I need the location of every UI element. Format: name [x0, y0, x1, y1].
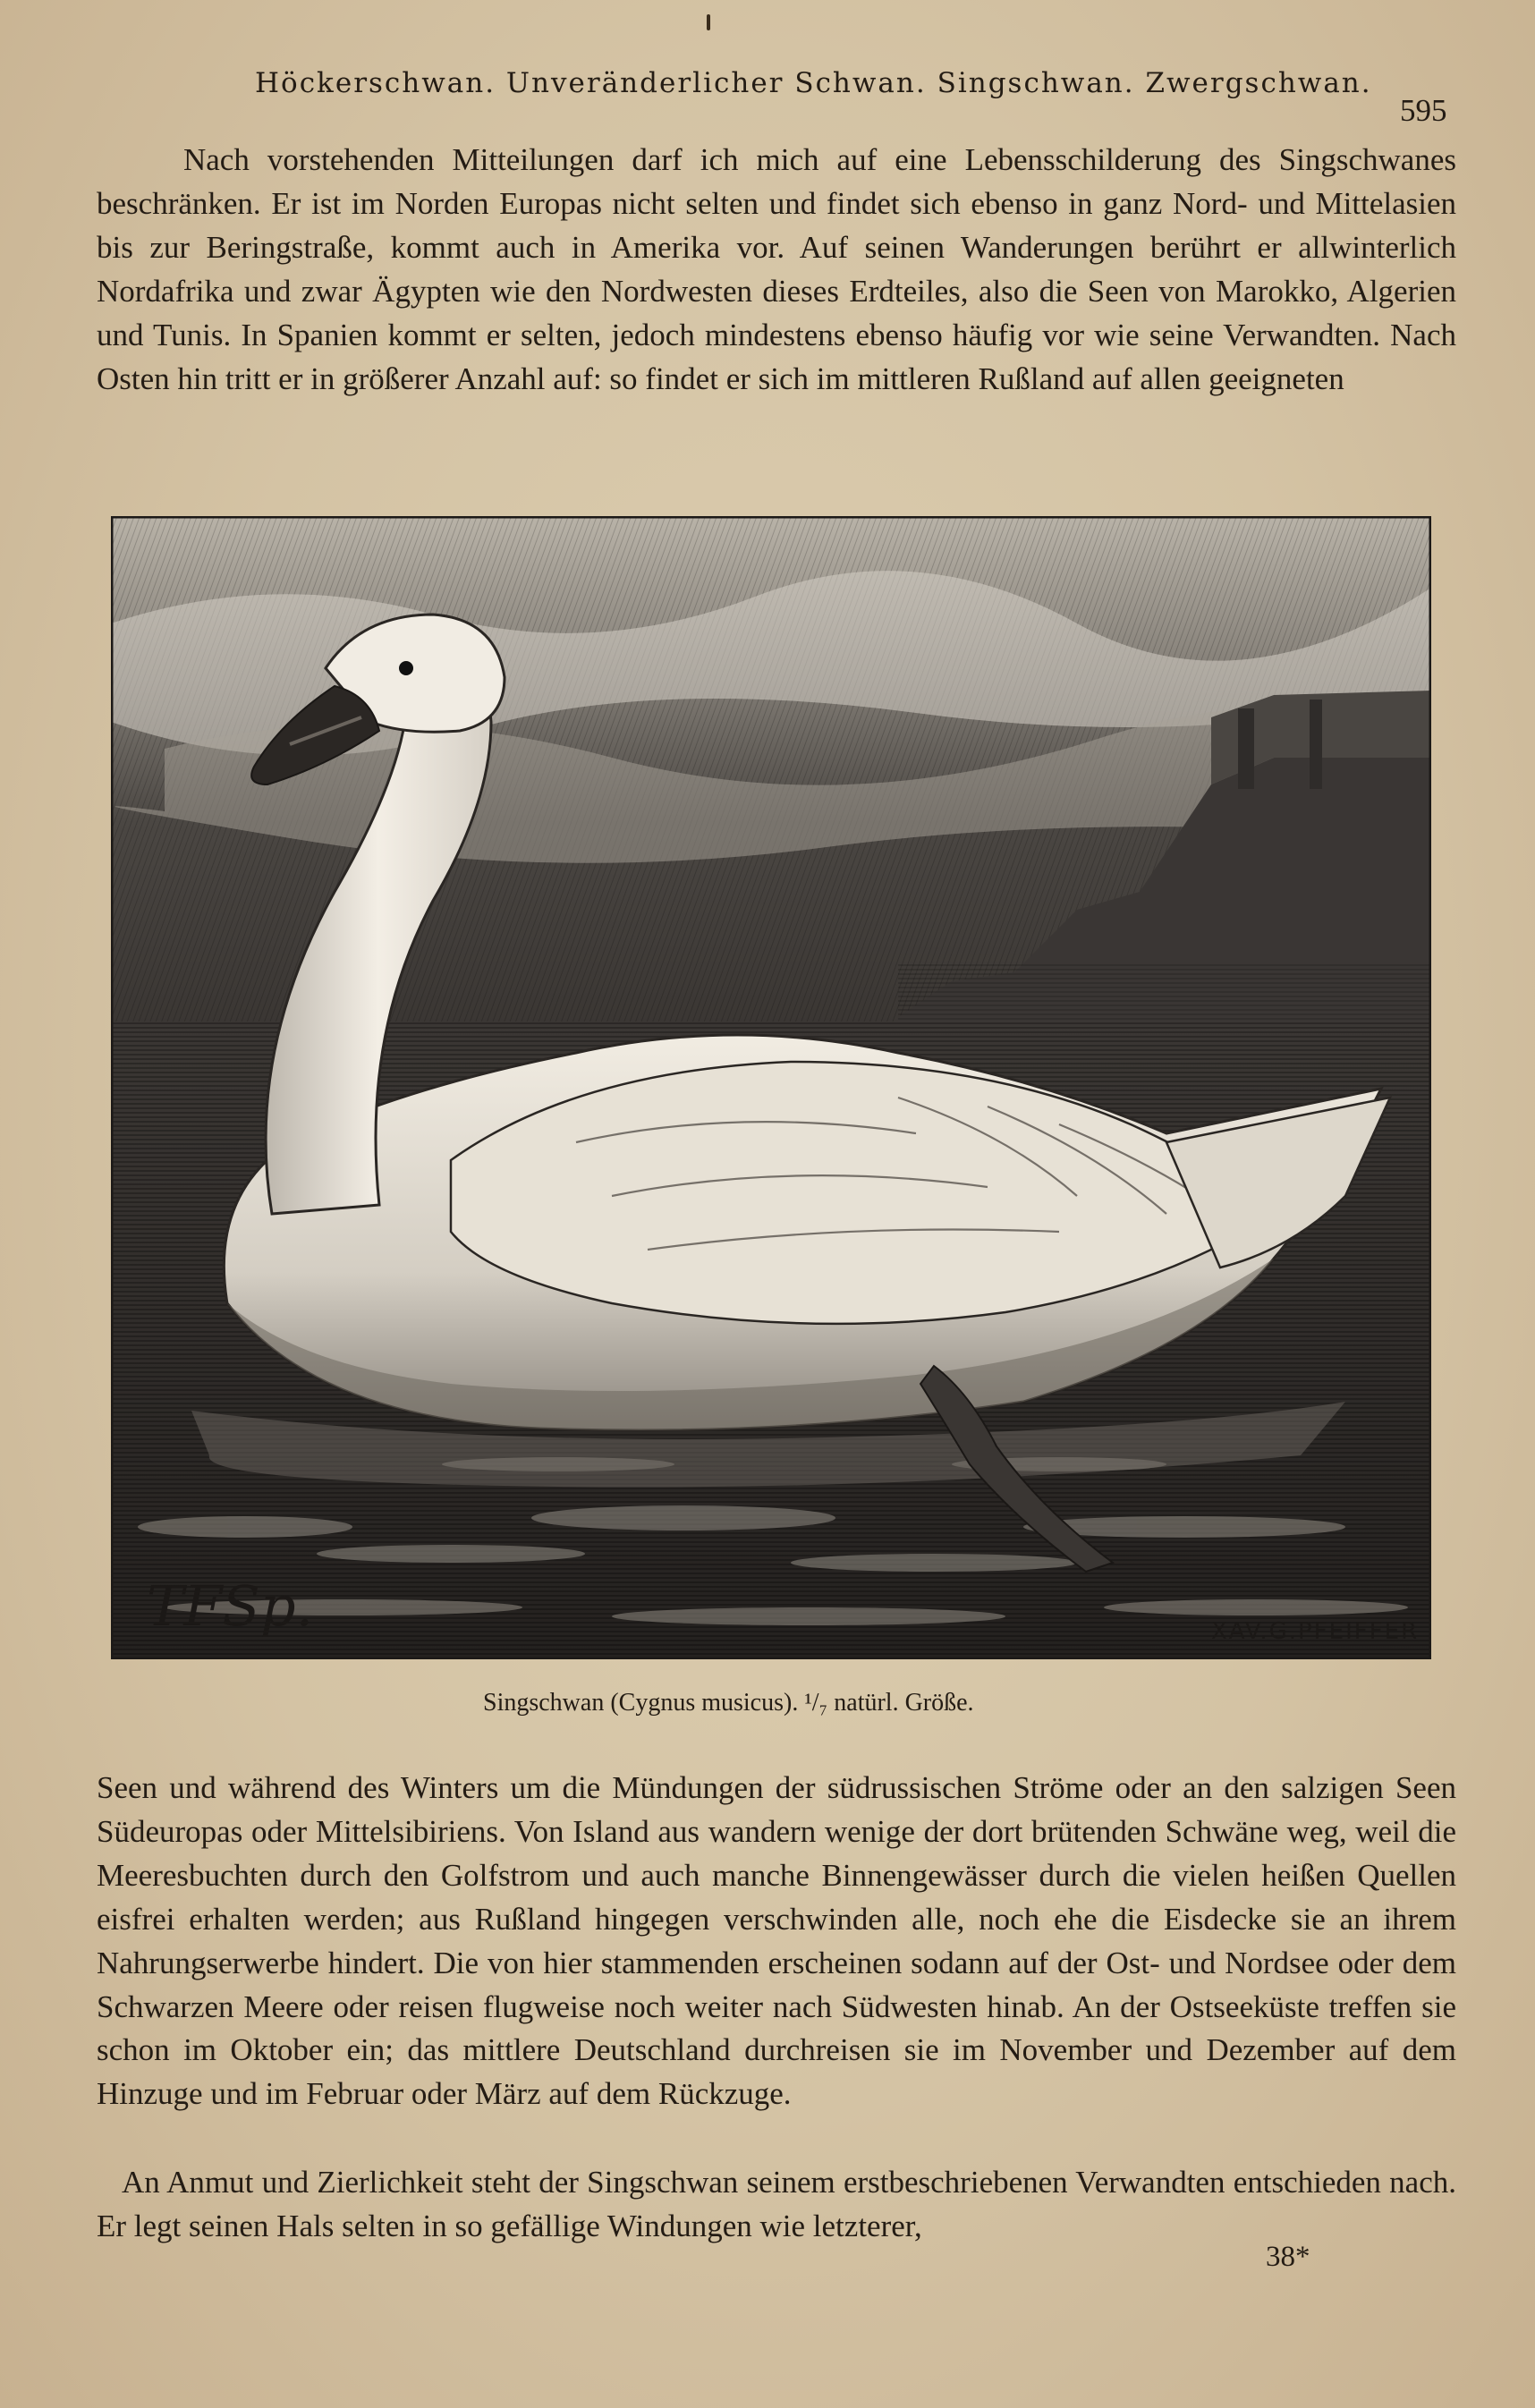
engraver-signature: XAV.G.PFEIFFER: [1211, 1618, 1420, 1645]
printer-mark: [707, 14, 710, 30]
figure-caption: [483, 1689, 974, 1717]
running-head: Höckerschwan. Unveränderlicher Schwan. Singschwan. Zwergschwan.: [255, 67, 1372, 99]
signature-mark: 38*: [1266, 2241, 1310, 2273]
artist-monogram: TFSp.: [147, 1573, 314, 1639]
caption-name: Singschwan: [483, 1689, 605, 1717]
paragraph-1: Nach vorstehenden Mitteilungen darf ich mich auf eine Lebensschilderung des Singschwanes beschränken. Er ist im Norden Europas nicht selten und findet sich ebenso in ganz Nord- und Mittelasien bis zur Beringstraße, kommt auch in Amerika vor. Auf seinen Wanderungen berührt er allwinterlich Nordafrika und zwar Ägypten wie den Nordwesten dieses Erdteiles, also die Seen von Marokko, Algerien und Tunis. In Spanien kommt er selten, jedoch mindestens ebenso häufig vor wie seine Verwandten. Nach Osten hin tritt er in größerer Anzahl auf: so findet er sich im mittleren Rußland auf allen geeigneten: [97, 142, 1456, 396]
swan-engraving: [111, 516, 1431, 1659]
paragraph-3: An Anmut und Zierlichkeit steht der Singschwan seinem erstbeschriebenen Verwandten entschieden nach. Er legt seinen Hals selten in so gefällige Windungen wie letzterer,: [97, 2165, 1456, 2243]
swan-eye: [399, 661, 413, 675]
caption-scale: ¹/₇ natürl. Größe.: [804, 1689, 974, 1717]
caption-latin: (Cygnus musicus).: [610, 1689, 799, 1717]
paragraph-2: Seen und während des Winters um die Mündungen der südrussischen Ströme oder an den salzigen Seen Südeuropas oder Mittelsibiriens. Von Island aus wandern wenige der dort brütenden Schwäne weg, weil die Meeresbuchten durch den Golfstrom und auch manche Binnengewässer durch die vielen heißen Quellen eisfrei erhalten werden; aus Rußland hingegen verschwinden alle, noch ehe die Eisdecke sie an ihrem Nahrungserwerbe hindert. Die von hier stammenden erscheinen sodann auf der Ost- und Nordsee oder dem Schwarzen Meere oder reisen flugweise noch weiter nach Südwesten hinab. An der Ostseeküste treffen sie schon im Oktober ein; das mittlere Deutschland durchreisen sie im November und Dezember auf dem Hinzuge und im Februar oder März auf dem Rückzuge.: [97, 1770, 1456, 2112]
page-number: 595: [1400, 93, 1447, 128]
engraving-illustration: [111, 516, 1431, 1659]
